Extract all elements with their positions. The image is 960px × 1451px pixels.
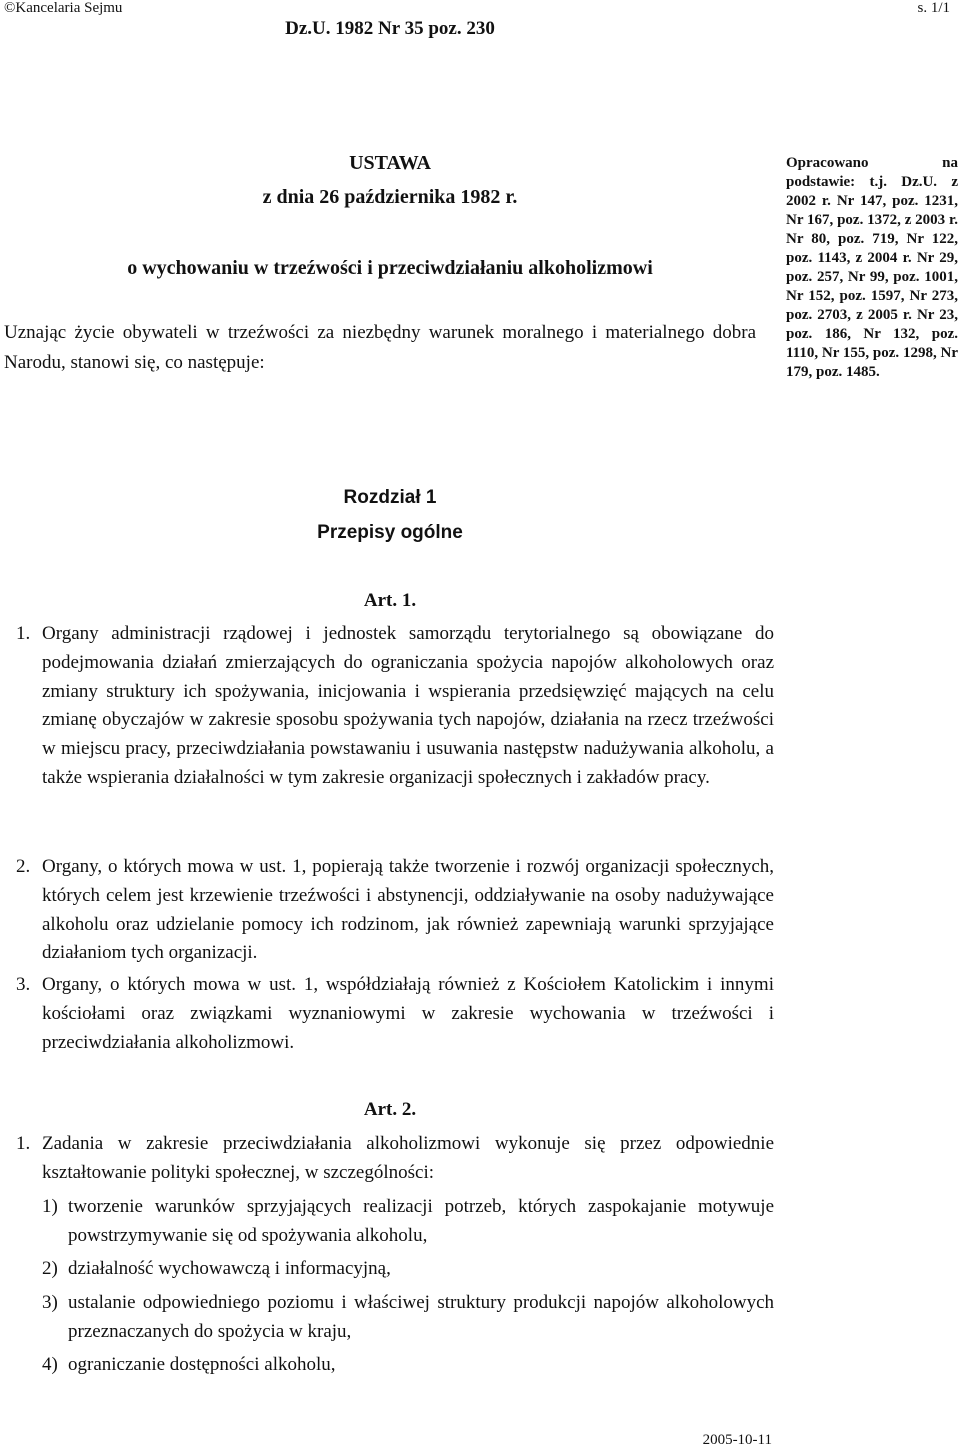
list-item-1 [42, 1193, 774, 1251]
paragraph-number: 1. [16, 623, 31, 644]
paragraph-text: Zadania w zakresie przeciwdziałania alkoholizmowi wykonuje się przez odpowiednie kształtowanie polityki społecznej, w szczególności: [42, 1133, 774, 1183]
paragraph-number: 3. [16, 974, 31, 995]
list-number: 3) [42, 1292, 58, 1313]
article-1-paragraph-3 [16, 971, 774, 1057]
act-subject: o wychowaniu w trzeźwości i przeciwdziałaniu alkoholizmowi [127, 257, 653, 279]
list-text: ustalanie odpowiedniego poziomu i właściwej struktury produkcji napojów alkoholowych przeznaczanych do spożycia w kraju, [68, 1292, 774, 1342]
list-text: tworzenie warunków sprzyjających realizacji potrzeb, których zaspokajanie motywuje powstrzymywanie się od spożywania alkoholu, [68, 1196, 774, 1246]
act-date: z dnia 26 października 1982 r. [262, 186, 518, 208]
paragraph-number: 2. [16, 856, 31, 877]
chapter-number: Rozdział 1 [343, 487, 437, 508]
consolidation-note: Opracowano na podstawie: t.j. Dz.U. z 2002 r. Nr 147, poz. 1231, Nr 167, poz. 1372, z 2003 r. Nr 80, poz. 719, Nr 122, poz. 1143, z 2004 r. Nr 29, poz. 257, Nr 99, poz. 1001, Nr 152, poz. 1597, Nr 273, poz. 2703, z 2005 r. Nr 23, poz. 186, Nr 132, poz. 1110, Nr 155, poz. 1298, Nr 179, poz. 1485. [786, 155, 958, 380]
article-2-heading: Art. 2. [363, 1099, 417, 1120]
list-text: działalność wychowawczą i informacyjną, [68, 1258, 391, 1279]
journal-citation: Dz.U. 1982 Nr 35 poz. 230 [285, 18, 495, 39]
paragraph-text: Organy administracji rządowej i jednostek samorządu terytorialnego są obowiązane do podejmowania działań zmierzających do ograniczania spożycia napojów alkoholowych oraz zmiany struktury ich spożywania, inicjowania i wspierania przedsięwzięć mających na celu zmianę obyczajów w zakresie sposobu spożywania tych napojów, działania na rzecz trzeźwości w miejscu pracy, przeciwdziałania powstawaniu i usuwania następstw nadużywania alkoholu, a także wspierania działalności w tym zakresie organizacji społecznych i zakładów pracy. [42, 623, 774, 788]
header-source: ©Kancelaria Sejmu [4, 0, 123, 16]
article-1-heading: Art. 1. [363, 590, 417, 611]
list-item-3 [42, 1289, 774, 1347]
list-number: 1) [42, 1196, 58, 1217]
list-item-4 [42, 1351, 774, 1380]
list-text: ograniczanie dostępności alkoholu, [68, 1354, 336, 1375]
paragraph-text: Organy, o których mowa w ust. 1, popierają także tworzenie i rozwój organizacji społecznych, których celem jest krzewienie trzeźwości i abstynencji, oddziaływanie na osoby nadużywające alkoholu oraz udzielanie pomocy ich rodzinom, jak również zapewniają warunki sprzyjające działaniom tych organizacji. [42, 856, 774, 964]
paragraph-number: 1. [16, 1133, 31, 1154]
list-number: 2) [42, 1258, 58, 1279]
paragraph-text: Organy, o których mowa w ust. 1, współdziałają również z Kościołem Katolickim i innymi kościołami oraz związkami wyznaniowymi w zakresie wychowania w trzeźwości i przeciwdziałania alkoholizmowi. [42, 974, 774, 1053]
page-number: s. 1/1 [917, 0, 950, 16]
chapter-title: Przepisy ogólne [317, 522, 463, 543]
list-number: 4) [42, 1354, 58, 1375]
list-item-2 [42, 1255, 774, 1284]
article-1-paragraph-1 [16, 620, 774, 793]
article-2-paragraph-1 [16, 1130, 774, 1188]
footer-date: 2005-10-11 [702, 1432, 772, 1448]
article-1-paragraph-2 [16, 853, 774, 968]
act-type: USTAWA [349, 152, 431, 174]
preamble: Uznając życie obywateli w trzeźwości za niezbędny warunek moralnego i materialnego dobra Narodu, stanowi się, co następuje: [4, 322, 756, 373]
